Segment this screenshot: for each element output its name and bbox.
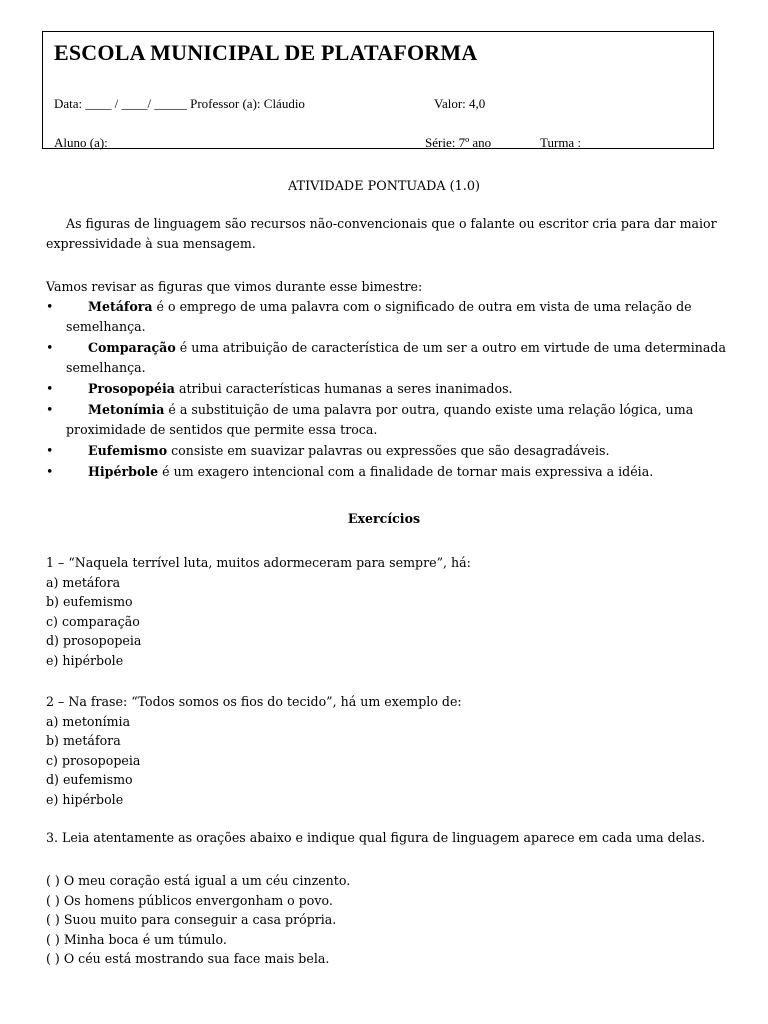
bullet-dot: •	[46, 340, 54, 355]
question-1-option: d) prosopopeia	[46, 633, 142, 648]
question-2-option: d) eufemismo	[46, 772, 133, 787]
figure-definition: é a substituição de uma palavra por outra, quando existe uma relação lógica, uma proximidade de sentidos que permite essa troca.	[66, 402, 694, 437]
exercises-title: Exercícios	[347, 511, 421, 526]
question-3-prompt: 3. Leia atentamente as orações abaixo e indique qual figura de linguagem aparece em cada uma delas.	[46, 830, 706, 845]
bullet-dot: •	[46, 299, 54, 314]
question-2-prompt: 2 – Na frase: “Todos somos os fios do tecido”, há um exemplo de:	[46, 694, 462, 709]
question-2-option: b) metáfora	[46, 733, 121, 748]
figures-list	[46, 297, 726, 483]
figure-item	[46, 441, 726, 461]
question-1	[46, 553, 471, 670]
figure-term: Eufemismo	[88, 443, 168, 458]
school-name: ESCOLA MUNICIPAL DE PLATAFORMA	[54, 40, 478, 65]
question-2-option: c) prosopopeia	[46, 752, 141, 768]
question-3-item: ( ) Minha boca é um túmulo.	[46, 931, 227, 947]
grade-value: Valor: 4,0	[434, 96, 486, 111]
question-1-option: b) eufemismo	[46, 594, 133, 609]
bullet-dot: •	[46, 402, 54, 417]
figure-item	[46, 338, 726, 378]
figure-definition: é uma atribuição de característica de um ser a outro em virtude de uma determinada semelhança.	[66, 340, 727, 375]
question-2-option: e) hipérbole	[46, 791, 124, 807]
figure-term: Hipérbole	[88, 464, 159, 479]
figure-definition: é um exagero intencional com a finalidade de tornar mais expressiva a idéia.	[158, 464, 654, 479]
intro-paragraph: As figuras de linguagem são recursos não-convencionais que o falante ou escritor cria para dar maior expressividade à sua mensagem.	[46, 216, 717, 251]
header-box	[42, 31, 714, 149]
figure-definition: consiste em suavizar palavras ou expressões que são desagradáveis.	[167, 443, 610, 458]
question-1-option: a) metáfora	[46, 574, 121, 590]
bullet-dot: •	[46, 443, 54, 458]
student-label: Aluno (a):	[54, 135, 108, 150]
question-2	[46, 692, 462, 809]
figure-term: Comparação	[88, 340, 176, 355]
figure-term: Metáfora	[88, 299, 153, 314]
figure-term: Metonímia	[88, 402, 165, 417]
question-3-item: ( ) O meu coração está igual a um céu cinzento.	[46, 873, 351, 888]
figure-item	[46, 297, 726, 337]
question-2-option: a) metonímia	[46, 713, 131, 729]
figure-item	[46, 462, 726, 482]
review-intro: Vamos revisar as figuras que vimos durante esse bimestre:	[46, 279, 423, 294]
figure-item	[46, 379, 726, 399]
question-3-items	[46, 871, 350, 969]
question-1-option: c) comparação	[46, 613, 140, 629]
bullet-dot: •	[46, 464, 54, 479]
figure-definition: atribui características humanas a seres inanimados.	[174, 381, 513, 396]
figure-term: Prosopopéia	[88, 381, 175, 396]
figure-item	[46, 400, 726, 440]
question-3-item: ( ) O céu está mostrando sua face mais bela.	[46, 951, 330, 966]
question-1-option: e) hipérbole	[46, 652, 124, 668]
date-professor-line: Data: ____ / ____/ _____ Professor (a): Cláudio	[54, 96, 305, 111]
grade-level: Série: 7º ano	[425, 135, 492, 150]
class-label: Turma :	[540, 135, 582, 150]
bullet-dot: •	[46, 381, 54, 396]
figure-definition: é o emprego de uma palavra com o significado de outra em vista de uma relação de semelhança.	[66, 299, 692, 334]
question-3-item: ( ) Os homens públicos envergonham o povo.	[46, 892, 333, 908]
activity-title: ATIVIDADE PONTUADA (1.0)	[288, 179, 480, 194]
question-3-item: ( ) Suou muito para conseguir a casa própria.	[46, 912, 337, 927]
question-1-prompt: 1 – “Naquela terrível luta, muitos adormeceram para sempre”, há:	[46, 555, 471, 570]
